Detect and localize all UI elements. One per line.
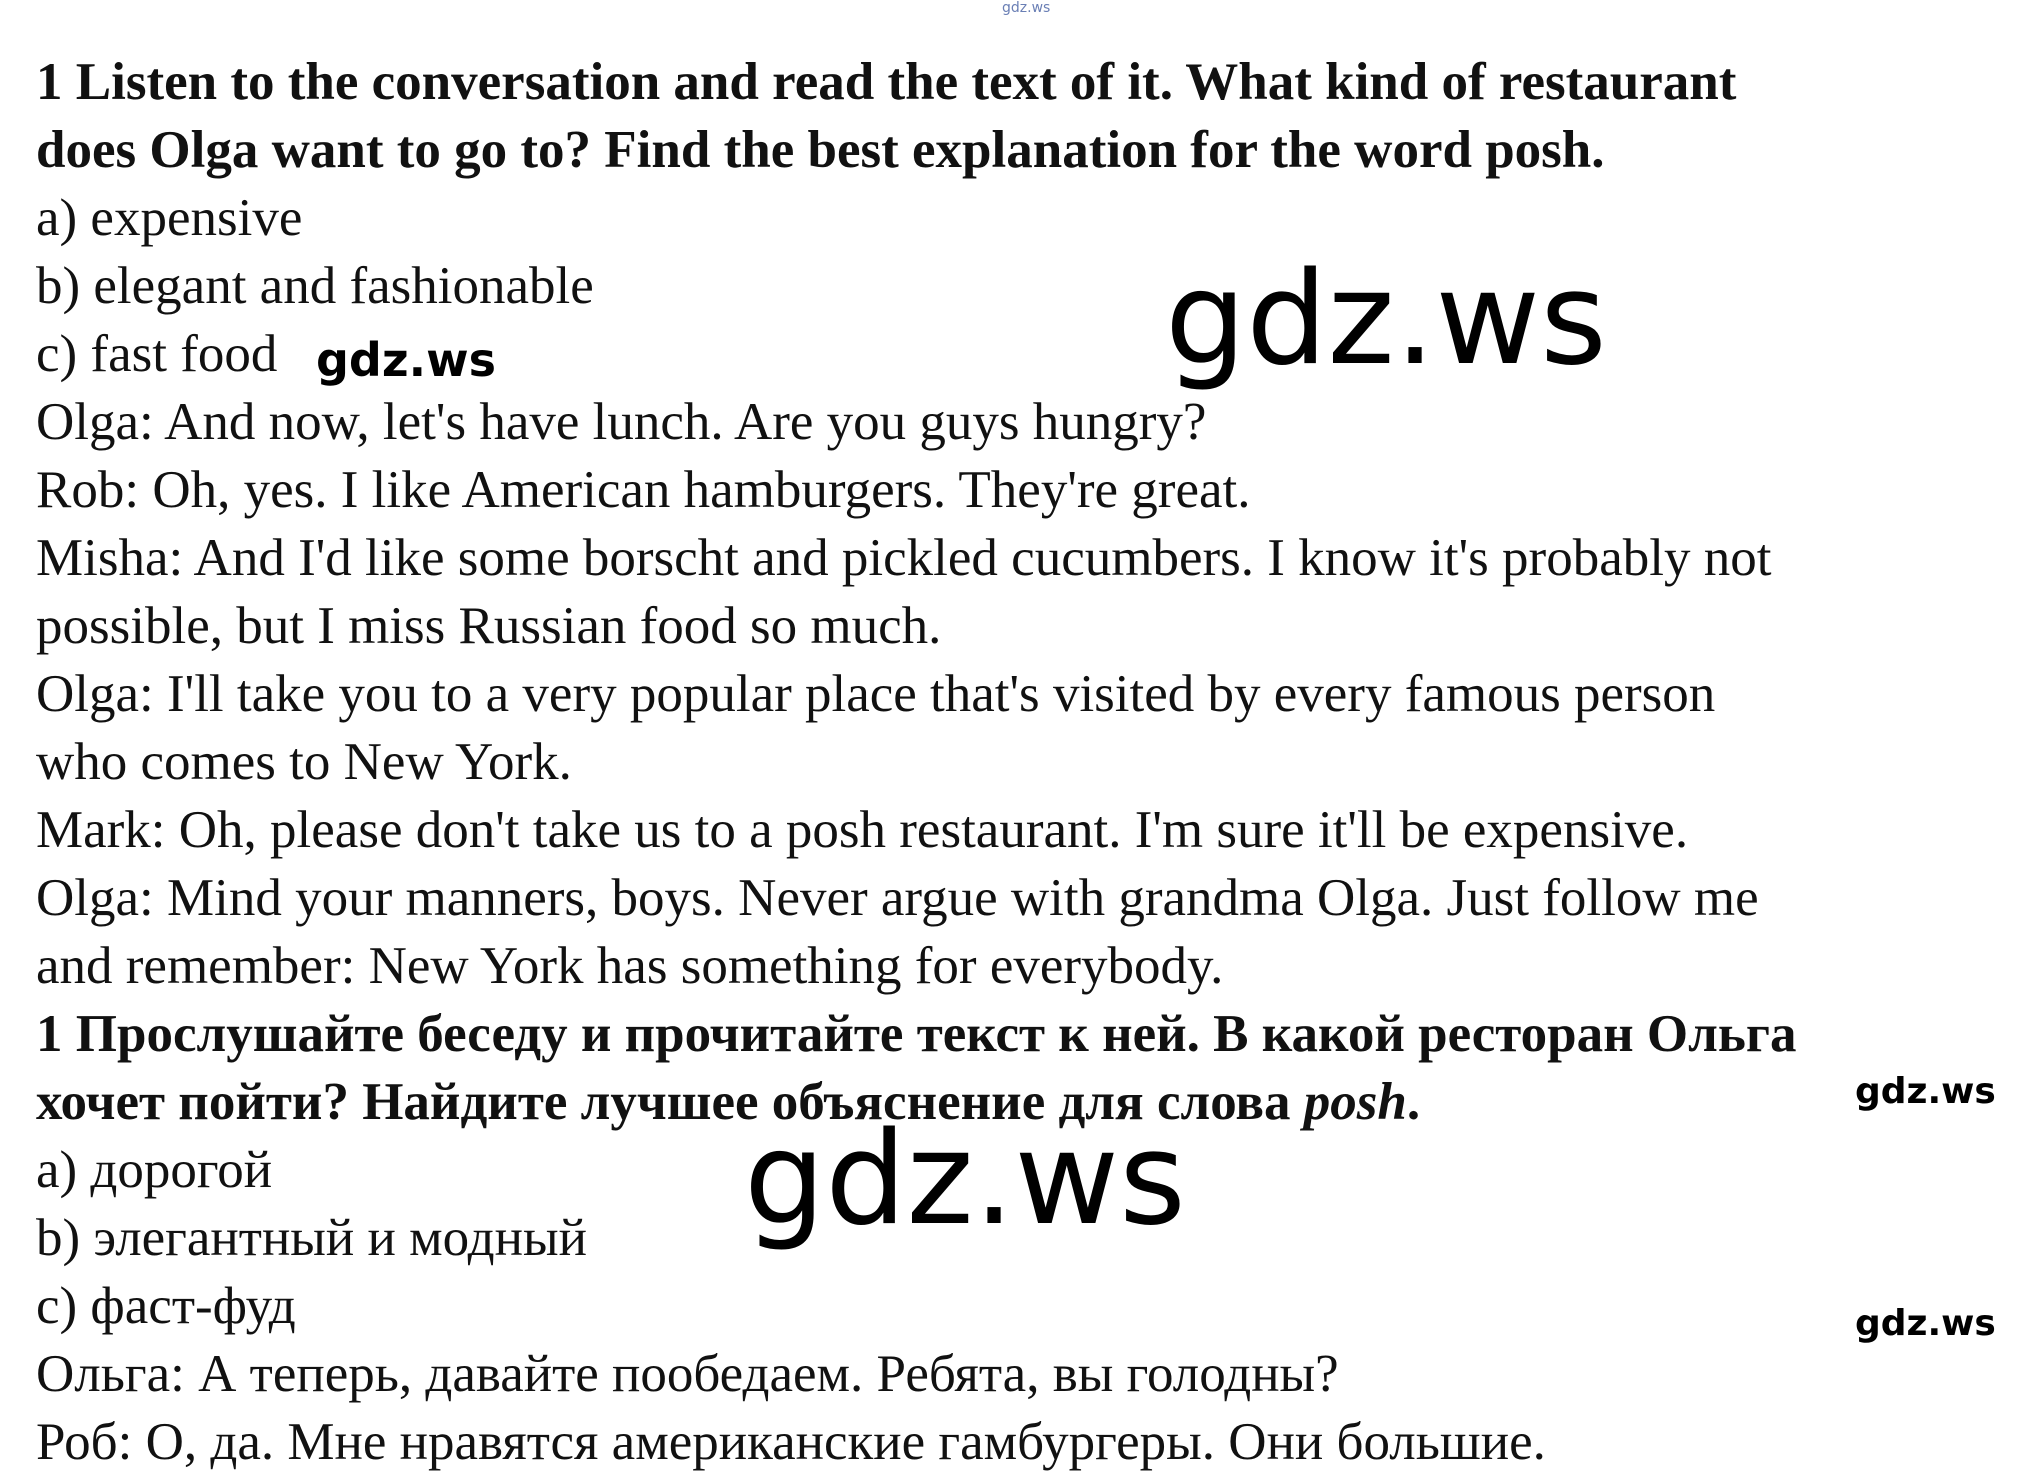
english-option-a: a) expensive	[36, 189, 303, 247]
russian-task-heading-line-1: 1 Прослушайте беседу и прочитайте текст к ней. В какой ресторан Ольга	[36, 1005, 1797, 1063]
watermark-small-right-1: gdz.ws	[1855, 1071, 1996, 1112]
russian-option-b: b) элегантный и модный	[36, 1209, 587, 1267]
document-body	[36, 48, 2016, 1476]
dialogue-line: and remember: New York has something for everybody.	[36, 937, 1224, 995]
russian-task-text: хочет пойти? Найдите лучшее объяснение для слова	[36, 1073, 1304, 1131]
russian-dialogue-line: Роб: О, да. Мне нравятся американские гамбургеры. Они большие.	[36, 1413, 1546, 1471]
english-option-b: b) elegant and fashionable	[36, 257, 594, 315]
watermark-large-upper: gdz.ws	[1165, 245, 1607, 394]
watermark-small-upper: gdz.ws	[316, 333, 496, 387]
watermark-top: gdz.ws	[1002, 0, 1051, 16]
dialogue-line: who comes to New York.	[36, 733, 572, 791]
watermark-small-right-2: gdz.ws	[1855, 1303, 1996, 1344]
dialogue-line: Mark: Oh, please don't take us to a posh restaurant. I'm sure it'll be expensive.	[36, 801, 1689, 859]
english-task-heading-line-1: 1 Listen to the conversation and read the text of it. What kind of restaurant	[36, 53, 1737, 111]
dialogue-line: Olga: Mind your manners, boys. Never argue with grandma Olga. Just follow me	[36, 869, 1759, 927]
english-task-heading-line-2: does Olga want to go to? Find the best explanation for the word posh.	[36, 121, 1605, 179]
russian-task-period: .	[1406, 1073, 1421, 1131]
russian-dialogue-line: Ольга: А теперь, давайте пообедаем. Ребята, вы голодны?	[36, 1345, 1339, 1403]
dialogue-line: Misha: And I'd like some borscht and pickled cucumbers. I know it's probably not	[36, 529, 1772, 587]
english-option-c: c) fast food	[36, 325, 278, 383]
watermark-large-lower: gdz.ws	[744, 1105, 1186, 1254]
russian-task-word-posh: posh	[1303, 1073, 1407, 1131]
russian-option-a: a) дорогой	[36, 1141, 273, 1199]
russian-option-c: c) фаст-фуд	[36, 1277, 296, 1335]
dialogue-line: Rob: Oh, yes. I like American hamburgers. They're great.	[36, 461, 1251, 519]
dialogue-line: possible, but I miss Russian food so much.	[36, 597, 942, 655]
dialogue-line: Olga: I'll take you to a very popular place that's visited by every famous person	[36, 665, 1716, 723]
dialogue-line: Olga: And now, let's have lunch. Are you guys hungry?	[36, 393, 1207, 451]
